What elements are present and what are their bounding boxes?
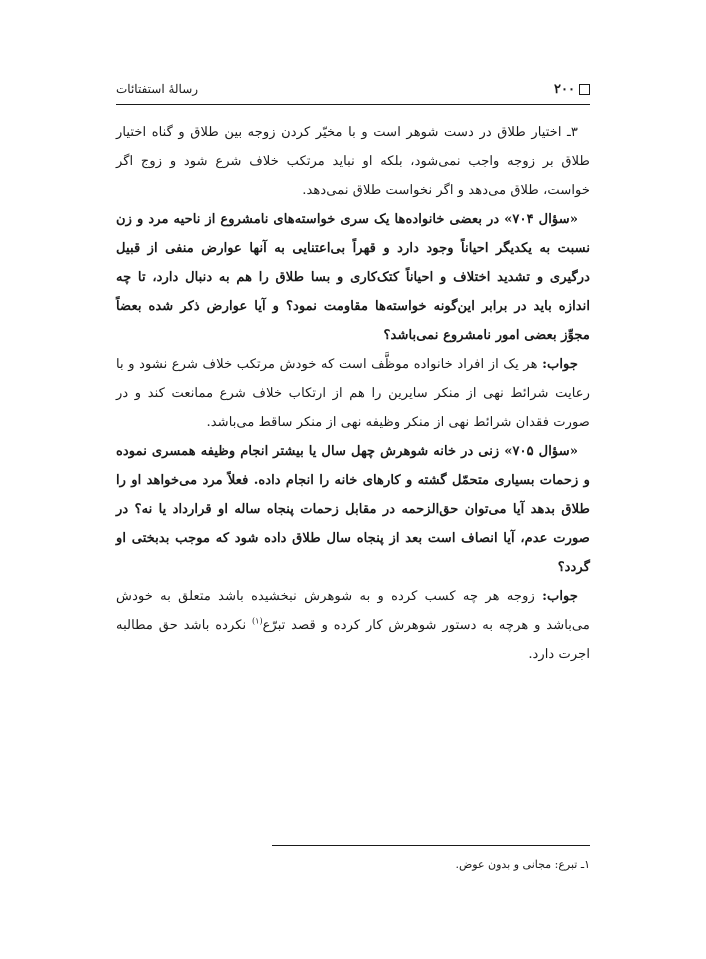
question-704	[116, 205, 590, 350]
answer-label: جواب:	[542, 357, 578, 372]
header-divider	[116, 104, 590, 105]
square-marker-icon	[579, 84, 590, 95]
answer-704	[116, 350, 590, 437]
question-705	[116, 437, 590, 582]
page-number-block	[554, 82, 590, 97]
footnote-divider	[272, 845, 590, 846]
footnote: ۱ـ تبرع: مجانی و بدون عوض.	[455, 858, 590, 871]
page-number: ۲۰۰	[554, 81, 575, 97]
running-title: رسالهٔ استفتائات	[116, 82, 199, 96]
question-text: «سؤال ۷۰۴» در بعضی خانواده‌ها یک سری خواسته‌های نامشروع از ناحیه مرد و زن نسبت به یکدیگر احیاناً وجود دارد و قهراً بی‌اعتنایی به آنها عوارض منفی از قبیل درگیری و تشدید اختلاف و احیاناً کتک‌کاری و بسا طلاق را هم به دنبال دارد، تا چه اندازه باید در برابر این‌گونه خواسته‌ها مقاومت نمود؟ و آیا عوارض ذکر شده بعضاً مجوِّز بعضی امور نامشروع نمی‌باشد؟	[116, 212, 590, 343]
answer-705	[116, 582, 590, 669]
question-text: «سؤال ۷۰۵» زنی در خانه شوهرش چهل سال یا بیشتر انجام وظیفه همسری نموده و زحمات بسیاری متحمّل گشته و کارهای خانه را انجام داده. فعلاً مرد می‌خواهد او را طلاق بدهد آیا می‌توان حق‌الزحمه در مقابل زحمات پنجاه ساله او قرارداد یا نه؟ در صورت عدم، آیا انصاف است بعد از پنجاه سال طلاق داده شود که موجب بدبختی او گردد؟	[116, 444, 590, 575]
answer-label: جواب:	[542, 589, 578, 604]
answer-text: زوجه هر چه کسب کرده و به شوهرش نبخشیده باشد متعلق به خودش می‌باشد و هرچه به دستور شوهرش کار کرده و قصد تبرّع	[116, 589, 590, 633]
page-header	[116, 78, 590, 100]
footnote-reference: (۱)	[252, 616, 263, 626]
answer-text-continued: نکرده باشد حق مطالبه اجرت دارد.	[116, 618, 590, 662]
answer-text: هر یک از افراد خانواده موظَّف است که خودش مرتکب خلاف شرع نشود و با رعایت شرائط نهی از منکر سایرین را هم از ارتکاب خلاف شرع ممانعت کند و در صورت فقدان شرائط نهی از منکر وظیفه نهی از منکر ساقط می‌باشد.	[116, 357, 590, 430]
paragraph-point-3	[116, 118, 590, 205]
page-body	[116, 118, 590, 669]
paragraph-text: ۳ـ اختیار طلاق در دست شوهر است و با مخیّر کردن زوجه بین طلاق و گناه اختیار طلاق بر زوجه واجب نمی‌شود، بلکه او نباید مرتکب خلاف شرع شود و زوج اگر خواست، طلاق می‌دهد و اگر نخواست طلاق نمی‌دهد.	[116, 125, 590, 198]
